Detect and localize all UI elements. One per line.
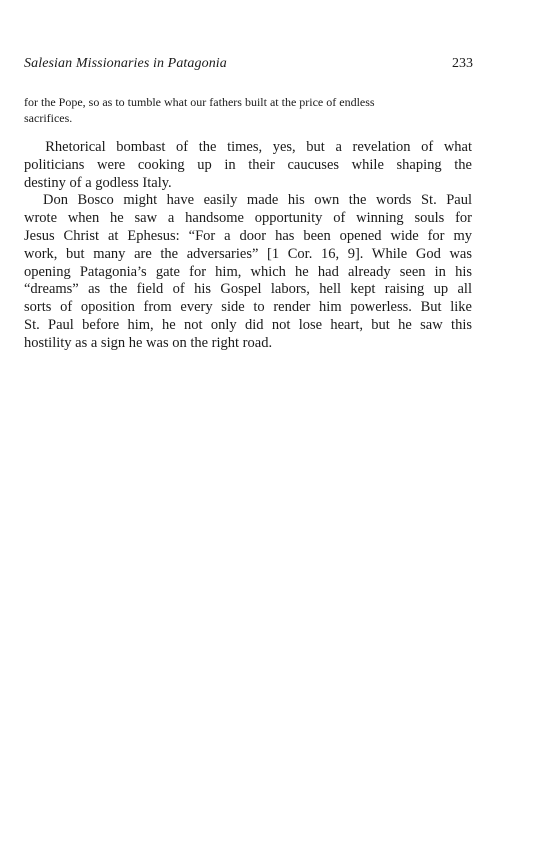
body-line: St. Paul before him, he not only did not lose heart, but he saw this [24, 316, 472, 333]
body-line: Don Bosco might have easily made his own the words St. Paul [24, 192, 472, 209]
body-line: wrote when he saw a handsome opportunity of winning souls for [24, 210, 472, 227]
quote-continuation [24, 94, 472, 126]
body-line: hostility as a sign he was on the right road. [24, 334, 273, 351]
running-title: Salesian Missionaries in Patagonia [24, 56, 227, 71]
quote-line: for the Pope, so as to tumble what our fathers built at the price of endless [24, 95, 375, 109]
page-number: 233 [452, 56, 473, 71]
body-line: work, but many are the adversaries” [1 Cor. 16, 9]. While God was [24, 245, 472, 262]
body-line: opening Patagonia’s gate for him, which he had already seen in his [24, 263, 472, 280]
body-text [24, 139, 472, 353]
quote-line: sacrifices. [24, 111, 73, 125]
body-line: Jesus Christ at Ephesus: “For a door has been opened wide for my [24, 227, 472, 244]
body-line: destiny of a godless Italy. [24, 174, 172, 191]
body-line: politicians were cooking up in their caucuses while shaping the [24, 156, 472, 173]
body-line: sorts of oposition from every side to render him powerless. But like [24, 299, 472, 316]
body-line: Rhetorical bombast of the times, yes, but a revelation of what [24, 139, 472, 155]
running-head [24, 56, 473, 76]
body-line: “dreams” as the field of his Gospel labors, hell kept raising up all [24, 281, 472, 298]
